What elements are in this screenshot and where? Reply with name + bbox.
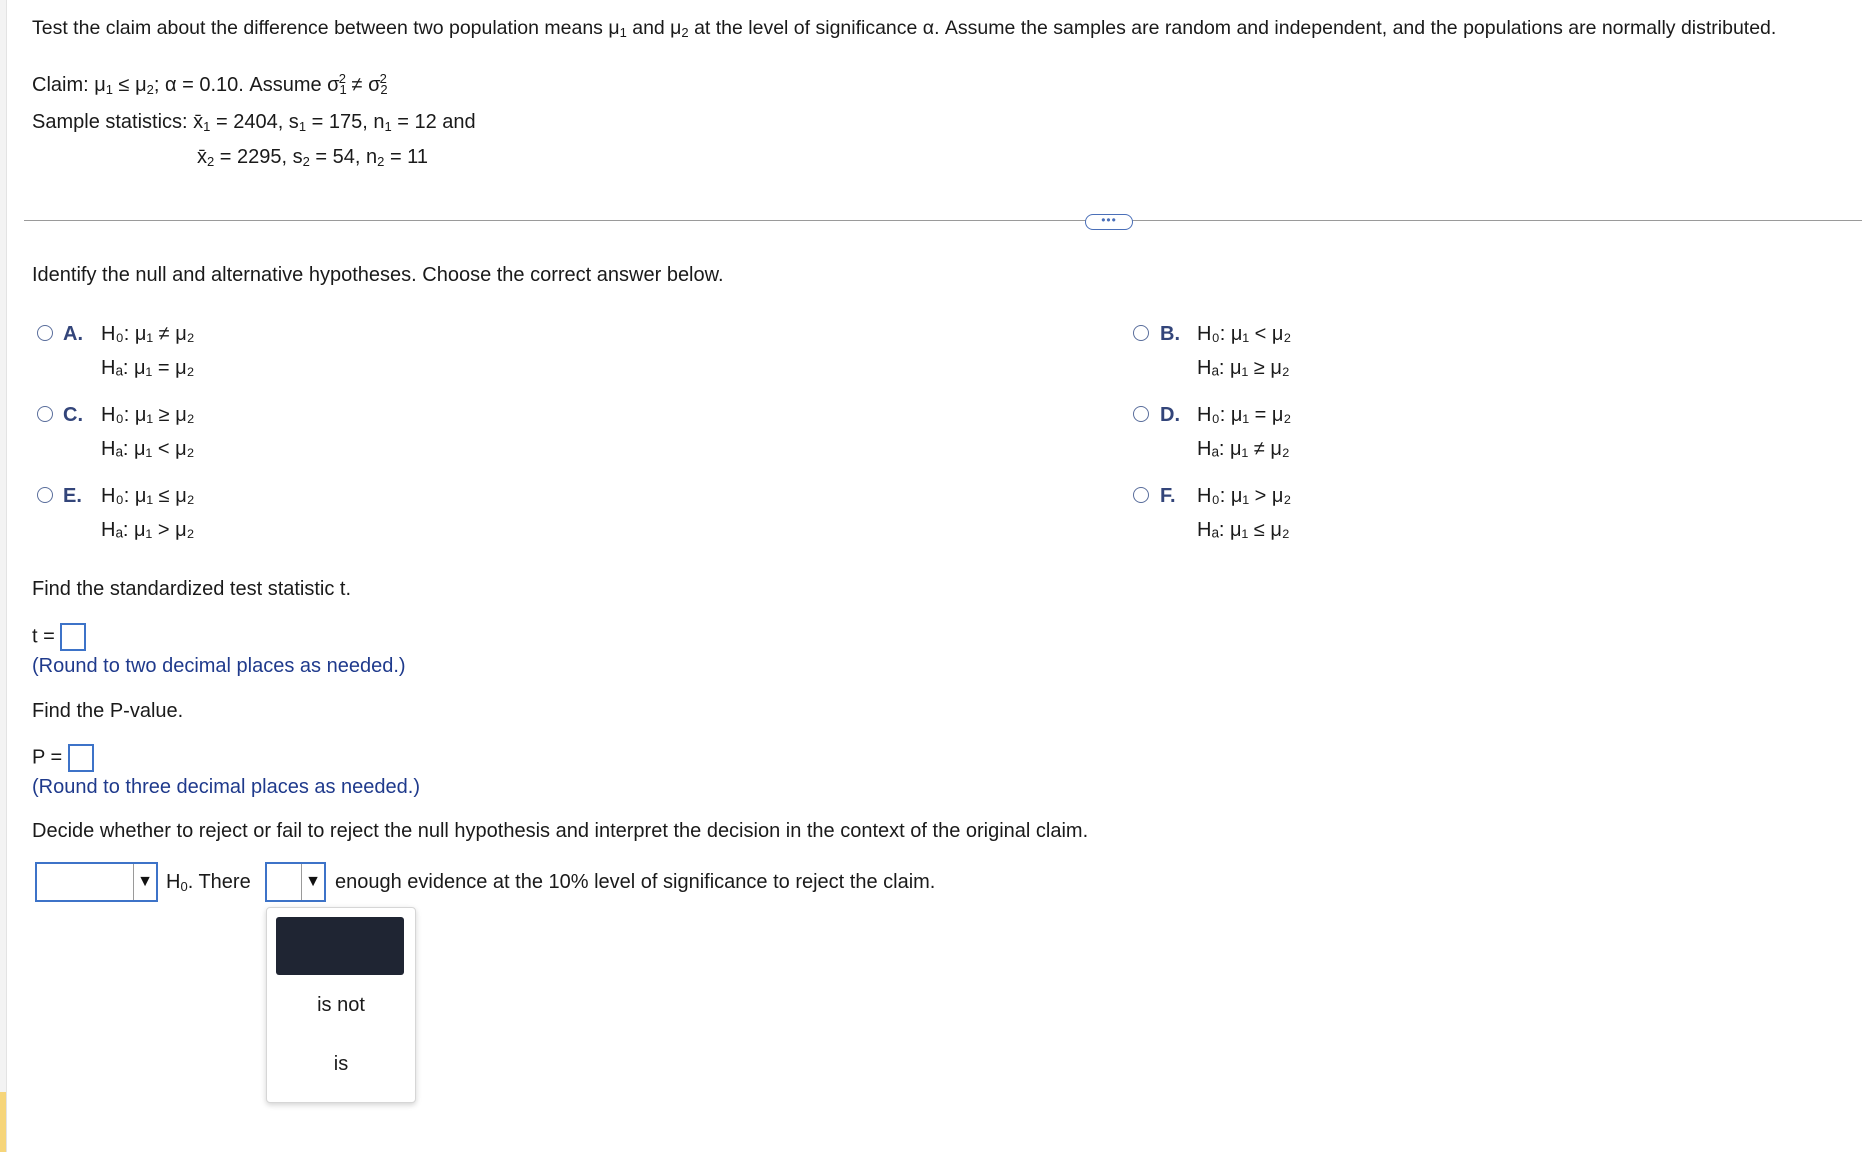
- option-f-ha: Hₐ: μ₁ ≤ μ₂: [1197, 519, 1290, 541]
- option-f-h0: H₀: μ₁ > μ₂: [1197, 485, 1292, 507]
- option-a-radio[interactable]: [37, 325, 53, 341]
- p-rounding-hint: (Round to three decimal places as needed.): [32, 776, 421, 798]
- option-e-ha: Hₐ: μ₁ > μ₂: [101, 519, 195, 541]
- dropdown-option-is-not[interactable]: is not: [317, 994, 365, 1016]
- option-f-letter: F.: [1160, 485, 1176, 507]
- evidence-dropdown-menu: [266, 907, 416, 1103]
- option-b-h0: H₀: μ₁ < μ₂: [1197, 323, 1292, 345]
- p-answer-row: [32, 744, 94, 772]
- option-b-letter: B.: [1160, 323, 1180, 345]
- option-e-h0: H₀: μ₁ ≤ μ₂: [101, 485, 195, 507]
- option-e-letter: E.: [63, 485, 82, 507]
- sample-stats-line1: Sample statistics: $x̄_1 = 2404$, $s_1 = 175$, $n_1 = 12$ and: [32, 111, 476, 134]
- chevron-down-icon[interactable]: ▼: [133, 864, 156, 900]
- chevron-down-icon[interactable]: ▼: [301, 864, 324, 900]
- t-answer-input[interactable]: [60, 623, 86, 651]
- h0-there-text: $H_0$. There: [166, 871, 251, 894]
- more-options-button[interactable]: •••: [1085, 214, 1133, 230]
- option-c-ha: Hₐ: μ₁ < μ₂: [101, 438, 195, 460]
- sidebar-accent: [0, 1092, 6, 1152]
- problem-intro: Test the claim about the difference between two population means $\mu_1$ and $\mu_2$ at the level of significance α. Assume the samples are random and independent, and the populations are normally distributed.: [32, 17, 1777, 40]
- test-statistic-prompt: Find the standardized test statistic t.: [32, 578, 352, 600]
- dropdown-option-is[interactable]: is: [333, 1053, 349, 1075]
- decision-tail-text: enough evidence at the 10% level of significance to reject the claim.: [335, 871, 936, 893]
- option-d-ha: Hₐ: μ₁ ≠ μ₂: [1197, 438, 1290, 460]
- option-f-radio[interactable]: [1133, 487, 1149, 503]
- p-label: P =: [32, 746, 63, 769]
- p-value-prompt: Find the P-value.: [32, 700, 184, 722]
- decision-prompt: Decide whether to reject or fail to reject the null hypothesis and interpret the decision in the context of the original claim.: [32, 820, 1089, 842]
- t-answer-row: [32, 623, 86, 651]
- hypotheses-prompt: Identify the null and alternative hypotheses. Choose the correct answer below.: [32, 264, 724, 286]
- dropdown-blank-option[interactable]: [276, 917, 404, 975]
- p-answer-input[interactable]: [68, 744, 94, 772]
- sample-stats-line2: $x̄_2 = 2295$, $s_2 = 54$, $n_2 = 11$: [197, 146, 428, 169]
- option-a-h0: H₀: μ₁ ≠ μ₂: [101, 323, 195, 345]
- option-d-letter: D.: [1160, 404, 1180, 426]
- t-label: t =: [32, 625, 55, 648]
- option-e-radio[interactable]: [37, 487, 53, 503]
- sample-label: Sample statistics:: [32, 111, 188, 133]
- option-d-h0: H₀: μ₁ = μ₂: [1197, 404, 1292, 426]
- evidence-select[interactable]: [265, 862, 326, 902]
- section-divider: [24, 220, 1862, 221]
- t-rounding-hint: (Round to two decimal places as needed.): [32, 655, 406, 677]
- option-a-letter: A.: [63, 323, 83, 345]
- option-a-ha: Hₐ: μ₁ = μ₂: [101, 357, 195, 379]
- left-sidebar-strip: [0, 0, 7, 1152]
- claim-line: Claim: $\mu_1 \le \mu_2$; α = 0.10. Assume $\sigma_1^2 \ne \sigma_2^2$: [32, 71, 388, 97]
- claim-label: Claim:: [32, 74, 89, 96]
- reject-decision-select[interactable]: [35, 862, 158, 902]
- option-c-letter: C.: [63, 404, 83, 426]
- option-b-radio[interactable]: [1133, 325, 1149, 341]
- option-c-radio[interactable]: [37, 406, 53, 422]
- option-d-radio[interactable]: [1133, 406, 1149, 422]
- option-b-ha: Hₐ: μ₁ ≥ μ₂: [1197, 357, 1290, 379]
- option-c-h0: H₀: μ₁ ≥ μ₂: [101, 404, 195, 426]
